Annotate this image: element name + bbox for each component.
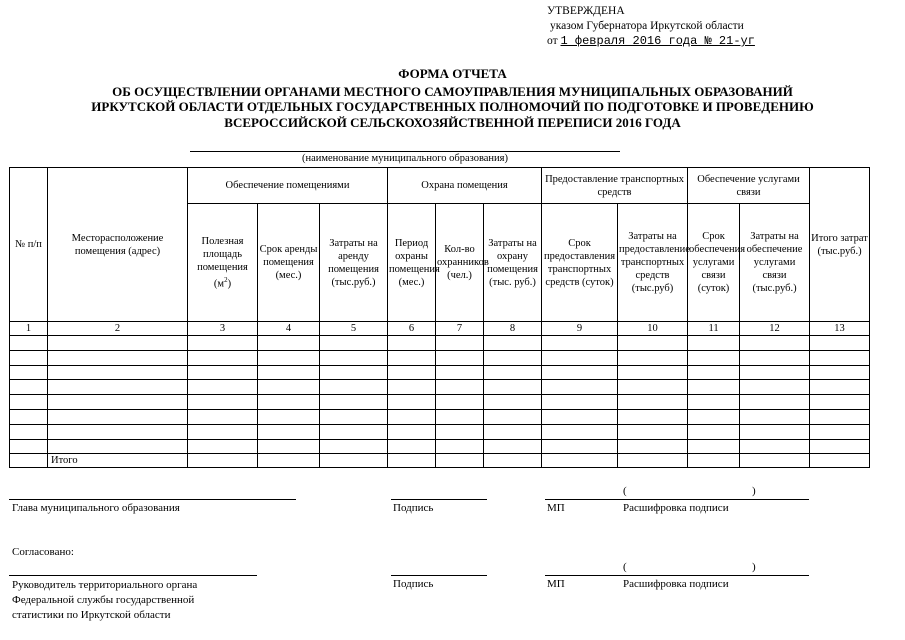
approval-date: 1 февраля 2016 года № 21-уг (560, 34, 755, 48)
table-cell[interactable] (48, 395, 188, 410)
table-cell[interactable] (188, 380, 258, 395)
table-cell[interactable] (258, 365, 320, 380)
table-cell[interactable] (436, 395, 484, 410)
table-cell[interactable] (810, 380, 870, 395)
column-number: 10 (618, 322, 688, 336)
head-signature-line[interactable] (9, 499, 296, 500)
table-cell[interactable] (258, 350, 320, 365)
table-body (10, 336, 870, 454)
table-cell[interactable] (740, 439, 810, 454)
table-cell[interactable] (618, 350, 688, 365)
table-row (10, 409, 870, 424)
table-cell[interactable] (688, 380, 740, 395)
approval-block (547, 4, 755, 49)
total-cell[interactable] (618, 454, 688, 468)
municipality-field-line[interactable] (190, 151, 620, 152)
table-cell[interactable] (436, 336, 484, 351)
table-cell[interactable] (484, 350, 542, 365)
table-cell[interactable] (542, 365, 618, 380)
table-cell[interactable] (48, 424, 188, 439)
table-cell[interactable] (48, 409, 188, 424)
table-cell[interactable] (618, 395, 688, 410)
table-cell[interactable] (688, 439, 740, 454)
table-cell[interactable] (688, 365, 740, 380)
column-number: 6 (388, 322, 436, 336)
table-cell[interactable] (388, 365, 436, 380)
column-number: 1 (10, 322, 48, 336)
table-cell[interactable] (810, 336, 870, 351)
total-cell[interactable] (10, 454, 48, 468)
table-cell[interactable] (48, 439, 188, 454)
municipality-caption: (наименование муниципального образования) (301, 153, 509, 164)
table-cell[interactable] (542, 395, 618, 410)
table-cell[interactable] (810, 424, 870, 439)
form-title (0, 66, 905, 130)
table-cell[interactable] (740, 395, 810, 410)
table-cell[interactable] (618, 409, 688, 424)
table-cell[interactable] (388, 350, 436, 365)
table-cell[interactable] (688, 424, 740, 439)
total-cell[interactable] (436, 454, 484, 468)
total-cell[interactable] (740, 454, 810, 468)
table-cell[interactable] (320, 336, 388, 351)
table-cell[interactable] (388, 336, 436, 351)
col-header-security-period: Период охраны помещения (мес.) (388, 204, 436, 322)
stat-label-line-3: статистики по Иркутской области (12, 609, 171, 621)
stat-stamp-label: МП (547, 578, 565, 590)
table-cell[interactable] (258, 424, 320, 439)
table-row (10, 439, 870, 454)
column-number: 8 (484, 322, 542, 336)
table-cell[interactable] (320, 424, 388, 439)
table-cell[interactable] (618, 439, 688, 454)
table-cell[interactable] (484, 439, 542, 454)
table-cell[interactable] (810, 365, 870, 380)
group-header-security: Охрана помещения (388, 168, 542, 204)
table-row (10, 350, 870, 365)
column-number-row (10, 322, 870, 336)
table-cell[interactable] (436, 424, 484, 439)
column-number: 7 (436, 322, 484, 336)
table-cell[interactable] (388, 424, 436, 439)
form-title-line-1: ОБ ОСУЩЕСТВЛЕНИИ ОРГАНАМИ МЕСТНОГО САМОУПРАВЛЕНИЯ МУНИЦИПАЛЬНЫХ ОБРАЗОВАНИЙ (112, 83, 793, 99)
table-row (10, 380, 870, 395)
table-cell[interactable] (10, 380, 48, 395)
total-cell[interactable] (258, 454, 320, 468)
total-label: Итого (48, 454, 188, 468)
table-row (10, 395, 870, 410)
table-cell[interactable] (188, 336, 258, 351)
table-cell[interactable] (320, 409, 388, 424)
table-cell[interactable] (688, 409, 740, 424)
table-cell[interactable] (542, 350, 618, 365)
approval-heading: УТВЕРЖДЕНА (547, 5, 625, 17)
table-cell[interactable] (10, 424, 48, 439)
table-cell[interactable] (740, 350, 810, 365)
table-row (10, 336, 870, 351)
total-cell[interactable] (388, 454, 436, 468)
stat-sign-label: Подпись (393, 578, 434, 590)
stat-decode-line[interactable] (545, 575, 809, 576)
col-header-rent-term: Срок аренды помещения (мес.) (258, 204, 320, 322)
table-cell[interactable] (810, 409, 870, 424)
table-cell[interactable] (320, 365, 388, 380)
table-cell[interactable] (484, 424, 542, 439)
table-cell[interactable] (618, 424, 688, 439)
table-cell[interactable] (436, 350, 484, 365)
stat-sign-line[interactable] (391, 575, 487, 576)
total-cell[interactable] (542, 454, 618, 468)
table-cell[interactable] (688, 336, 740, 351)
table-cell[interactable] (542, 409, 618, 424)
table-cell[interactable] (740, 424, 810, 439)
col-header-security-cost: Затраты на охрану помещения (тыс. руб.) (484, 204, 542, 322)
table-cell[interactable] (810, 439, 870, 454)
stat-label-line-2: Федеральной службы государственной (12, 594, 195, 606)
table-cell[interactable] (258, 409, 320, 424)
table-cell[interactable] (188, 439, 258, 454)
table-row (10, 365, 870, 380)
table-cell[interactable] (258, 439, 320, 454)
table-cell[interactable] (258, 395, 320, 410)
approval-decree: указом Губернатора Иркутской области (550, 20, 744, 32)
stat-paren-open: ( (623, 561, 627, 573)
stat-paren-close: ) (752, 561, 756, 573)
col-header-communication-term: Срок обеспечения услугами связи (суток) (688, 204, 740, 322)
head-paren-close: ) (752, 485, 756, 497)
form-title-line-2: ИРКУТСКОЙ ОБЛАСТИ ОТДЕЛЬНЫХ ГОСУДАРСТВЕННЫХ ПОЛНОМОЧИЙ ПО ПОДГОТОВКЕ И ПРОВЕДЕНИЮ (91, 99, 814, 114)
table-cell[interactable] (618, 380, 688, 395)
total-cell[interactable] (688, 454, 740, 468)
table-cell[interactable] (320, 380, 388, 395)
form-title-line-3: ВСЕРОССИЙСКОЙ СЕЛЬСКОХОЗЯЙСТВЕННОЙ ПЕРЕПИСИ 2016 ГОДА (224, 114, 681, 130)
approval-date-prefix: от (547, 35, 558, 47)
table-cell[interactable] (436, 365, 484, 380)
table-cell[interactable] (388, 439, 436, 454)
column-number: 4 (258, 322, 320, 336)
col-header-transport-term: Срок предоставления транспортных средств (суток) (542, 204, 618, 322)
table-cell[interactable] (10, 336, 48, 351)
table-cell[interactable] (740, 380, 810, 395)
table-cell[interactable] (484, 395, 542, 410)
table-cell[interactable] (188, 395, 258, 410)
table-cell[interactable] (188, 365, 258, 380)
table-cell[interactable] (188, 409, 258, 424)
column-number: 11 (688, 322, 740, 336)
table-cell[interactable] (388, 409, 436, 424)
table-cell[interactable] (10, 365, 48, 380)
col-header-location: Месторасположение помещения (адрес) (48, 168, 188, 322)
group-header-premises: Обеспечение помещениями (188, 168, 388, 204)
table-cell[interactable] (542, 424, 618, 439)
stat-signature-line[interactable] (9, 575, 257, 576)
table-cell[interactable] (320, 350, 388, 365)
col-header-transport-cost: Затраты на предоставление транспортных средств (тыс.руб) (618, 204, 688, 322)
column-number: 12 (740, 322, 810, 336)
total-cell[interactable] (188, 454, 258, 468)
table-cell[interactable] (618, 336, 688, 351)
total-cell[interactable] (810, 454, 870, 468)
table-cell[interactable] (740, 409, 810, 424)
table-cell[interactable] (10, 350, 48, 365)
column-number: 5 (320, 322, 388, 336)
table-cell[interactable] (48, 336, 188, 351)
table-cell[interactable] (436, 409, 484, 424)
total-row (10, 454, 870, 468)
table-cell[interactable] (258, 380, 320, 395)
head-decode-label: Расшифровка подписи (623, 502, 729, 514)
total-cell[interactable] (484, 454, 542, 468)
table-cell[interactable] (188, 350, 258, 365)
col-header-area: Полезная площадь помещения $(м^2)$ (188, 204, 258, 322)
table-cell[interactable] (542, 336, 618, 351)
approval-date-line (547, 34, 755, 49)
table-cell[interactable] (740, 365, 810, 380)
table-header-row-groups (10, 168, 870, 204)
form-title-head: ФОРМА ОТЧЕТА (398, 66, 507, 81)
col-header-communication-cost: Затраты на обеспечение услугами связи (тыс.руб.) (740, 204, 810, 322)
group-header-transport: Предоставление транспортных средств (542, 168, 688, 204)
table-cell[interactable] (484, 380, 542, 395)
head-sign-line[interactable] (391, 499, 487, 500)
table-cell[interactable] (542, 380, 618, 395)
table-cell[interactable] (320, 395, 388, 410)
table-cell[interactable] (484, 336, 542, 351)
table-cell[interactable] (388, 380, 436, 395)
stat-label (12, 578, 197, 623)
group-header-communication: Обеспечение услугами связи (688, 168, 810, 204)
table-cell[interactable] (48, 365, 188, 380)
table-cell[interactable] (188, 424, 258, 439)
head-decode-line[interactable] (545, 499, 809, 500)
table-cell[interactable] (436, 439, 484, 454)
column-number: 3 (188, 322, 258, 336)
table-cell[interactable] (320, 439, 388, 454)
table-cell[interactable] (484, 409, 542, 424)
head-stamp-label: МП (547, 502, 565, 514)
col-header-total: Итого затрат (тыс.руб.) (810, 168, 870, 322)
table-cell[interactable] (10, 395, 48, 410)
table-cell[interactable] (10, 439, 48, 454)
total-cell[interactable] (320, 454, 388, 468)
stat-label-line-1: Руководитель территориального органа (12, 579, 198, 591)
table-cell[interactable] (484, 365, 542, 380)
table-cell[interactable] (388, 395, 436, 410)
table-cell[interactable] (688, 350, 740, 365)
col-header-rent-cost: Затраты на аренду помещения (тыс.руб.) (320, 204, 388, 322)
table-cell[interactable] (542, 439, 618, 454)
head-paren-open: ( (623, 485, 627, 497)
col-header-guards-count: Кол-во охранников (чел.) (436, 204, 484, 322)
table-cell[interactable] (618, 365, 688, 380)
col-header-number: № п/п (10, 168, 48, 322)
report-table (9, 167, 870, 468)
table-cell[interactable] (48, 350, 188, 365)
table-cell[interactable] (258, 336, 320, 351)
column-number: 2 (48, 322, 188, 336)
table-cell[interactable] (10, 409, 48, 424)
agreed-label: Согласовано: (12, 546, 74, 558)
head-sign-label: Подпись (393, 502, 434, 514)
stat-decode-label: Расшифровка подписи (623, 578, 729, 590)
table-cell[interactable] (810, 395, 870, 410)
table-cell[interactable] (810, 350, 870, 365)
column-number: 9 (542, 322, 618, 336)
table-cell[interactable] (48, 380, 188, 395)
head-label: Глава муниципального образования (12, 502, 180, 514)
column-number: 13 (810, 322, 870, 336)
table-row (10, 424, 870, 439)
table-cell[interactable] (688, 395, 740, 410)
table-cell[interactable] (740, 336, 810, 351)
table-cell[interactable] (436, 380, 484, 395)
